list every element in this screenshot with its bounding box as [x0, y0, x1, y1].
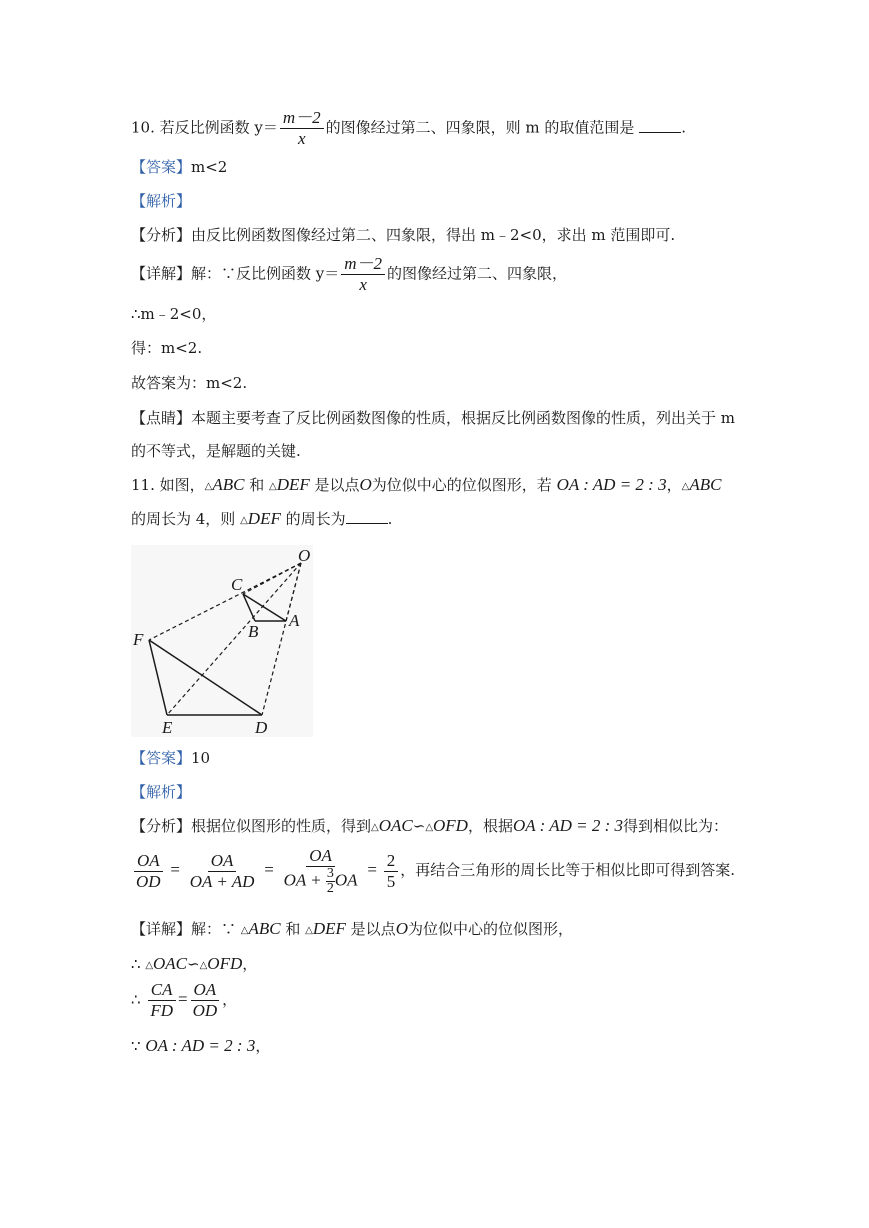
q10-answer-blank: [639, 118, 681, 133]
q11-xiangjie: 【详解】解：∵ △ABC 和 △DEF 是以点O为位似中心的位似图形，: [131, 919, 573, 938]
q10-stem: 10. 若反比例函数 y＝ $\frac{m-2}{x}$ 的图像经过第二、四象限，则 m 的取值范围是 .: [131, 108, 686, 148]
q11-step-2: ∴ $\frac{CA}{FD}$ = $\frac{OA}{OD}$ ，: [131, 980, 238, 1020]
q11-fenxi: 【分析】根据位似图形的性质，得到△OAC∽△OFD，根据OA : AD = 2 : 3得到相似比为：: [131, 816, 729, 835]
q11-ratio-chain: $\frac{OA}{OD}$ = $\frac{OA}{OA + AD}$ = OA OA + $\frac{3}{2}$ OA = $\frac{2}{5}$ ，再结合三角形的周长比等于相似比即可得到答案.: [131, 846, 735, 896]
figure-background: [131, 545, 313, 737]
label-B: B: [248, 622, 259, 641]
label-D: D: [255, 718, 268, 737]
q11-answer-value: 10: [191, 749, 211, 767]
q10-dianjing-cont: 的不等式，是解题的关键.: [131, 442, 301, 460]
q11-step-3: ∵ OA : AD = 2 : 3，: [131, 1036, 271, 1055]
q10-detail-fraction: $\frac{m-2}{x}$: [341, 254, 385, 295]
q11-analysis-heading: 【解析】: [131, 783, 192, 801]
q10-analysis-heading: 【解析】: [131, 192, 192, 210]
q10-answer: [131, 156, 227, 178]
q10-xiangjie: 【详解】解：∵反比例函数 y＝ $\frac{m-2}{x}$ 的图像经过第二、四象限，: [131, 254, 568, 294]
q10-fenxi: 【分析】由反比例函数图像经过第二、四象限，得出 m﹣2<0，求出 m 范围即可.: [131, 226, 676, 244]
q10-step-1: ∴m﹣2<0，: [131, 305, 217, 323]
q10-dianjing: 【点睛】本题主要考查了反比例函数图像的性质，根据反比例函数图像的性质，列出关于 m: [131, 409, 736, 427]
q10-stem-suffix: 的图像经过第二、四象限，则 m 的取值范围是: [325, 118, 635, 137]
label-F: F: [133, 630, 144, 649]
label-A: A: [289, 611, 300, 630]
q11-stem: 11. 如图，△ABC 和 △DEF 是以点O为位似中心的位似图形，若 OA : AD = 2 : 3，△ABC: [131, 475, 722, 494]
q11-step-1: ∴ △OAC∽△OFD，: [131, 954, 258, 973]
answer-tag: 【答案】: [131, 158, 192, 176]
q10-stem-prefix: 10. 若反比例函数 y＝: [131, 118, 278, 137]
q10-fraction: $\frac{m-2}{x}$: [280, 108, 324, 149]
q11-stem-cont: 的周长为 4，则 △DEF 的周长为 .: [131, 509, 393, 528]
q11-answer: 【答案】10: [131, 749, 211, 767]
q10-step-2: 得：m<2.: [131, 339, 203, 357]
label-C: C: [231, 575, 243, 594]
q11-answer-blank: [346, 509, 388, 524]
label-E: E: [162, 718, 173, 737]
label-O: O: [298, 546, 311, 565]
q10-answer-value: m<2: [191, 158, 228, 176]
q11-figure: [131, 545, 313, 737]
q10-step-3: 故答案为：m<2.: [131, 374, 248, 392]
